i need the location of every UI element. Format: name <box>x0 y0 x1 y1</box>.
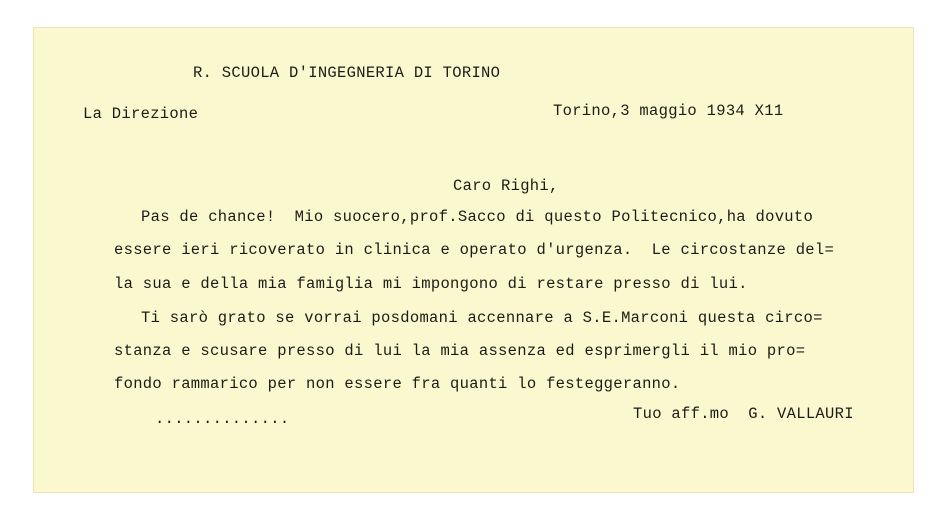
letterhead: R. SCUOLA D'INGEGNERIA DI TORINO <box>193 64 501 82</box>
body-line-3: la sua e della mia famiglia mi impongono di restare presso di lui. <box>114 275 748 293</box>
body-line-5: stanza e scusare presso di lui la mia assenza ed esprimergli il mio pro= <box>114 342 806 360</box>
body-line-1: Pas de chance! Mio suocero,prof.Sacco di questo Politecnico,ha dovuto <box>141 208 814 226</box>
dotted-line: .............. <box>155 410 290 428</box>
body-line-6: fondo rammarico per non essere fra quanti lo festeggeranno. <box>114 375 681 393</box>
letter-date: Torino,3 maggio 1934 X11 <box>553 102 784 120</box>
salutation: Caro Righi, <box>453 177 559 195</box>
body-line-2: essere ieri ricoverato in clinica e operato d'urgenza. Le circostanze del= <box>114 241 835 259</box>
department-label: La Direzione <box>83 105 199 123</box>
body-line-4: Ti sarò grato se vorrai posdomani accennare a S.E.Marconi questa circo= <box>141 309 823 327</box>
signature-closing: Tuo aff.mo G. VALLAURI <box>633 405 854 423</box>
letter-sheet <box>33 27 914 493</box>
